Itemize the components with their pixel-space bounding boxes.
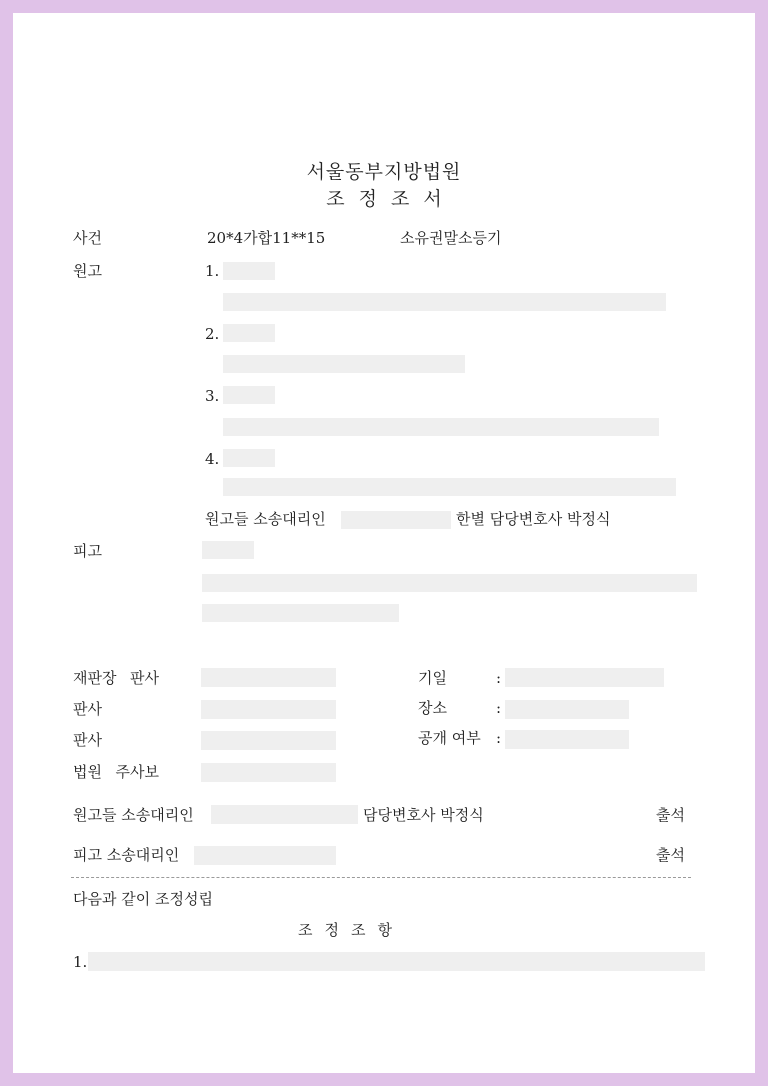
redacted-law-firm: [211, 805, 358, 824]
judge-label: [73, 733, 159, 748]
plaintiff-item-number: 3.: [205, 387, 220, 405]
redacted-law-firm: [341, 511, 451, 529]
redacted-plaintiff-address: [223, 418, 659, 436]
redacted-defendant-name: [202, 541, 254, 559]
settlement-line: 다음과 같이 조정성립: [73, 890, 213, 908]
colon: :: [496, 699, 502, 717]
defendant-label-text: 피고: [73, 542, 102, 560]
redacted-plaintiff-address: [223, 293, 666, 311]
session-place-label-text: 장소: [418, 699, 447, 717]
presiding-judge-text: 재판장 판사: [73, 669, 159, 687]
clerk-label-text: 법원 주사보: [73, 763, 159, 781]
defendant-label: [73, 544, 159, 559]
case-label-text: 사건: [73, 229, 102, 247]
redacted-session-place: [505, 700, 629, 719]
session-place-label: [418, 701, 492, 716]
plaintiff-item-number: 4.: [205, 450, 220, 468]
case-name: 소유권말소등기: [400, 229, 502, 247]
attendance-plaintiff-agent: 원고들 소송대리인: [73, 806, 194, 824]
redacted-plaintiff-name: [223, 324, 275, 342]
document-title: 조정조서: [326, 188, 456, 210]
redacted-official-name: [201, 763, 336, 782]
plaintiff-item-number: 1.: [205, 262, 220, 280]
judge-label: [73, 702, 159, 717]
redacted-plaintiff-address: [223, 478, 676, 496]
plaintiff-agent-prefix: 원고들 소송대리인: [205, 510, 326, 528]
plaintiff-label: [73, 264, 159, 279]
redacted-defendant-address: [202, 604, 399, 622]
case-number: 20*4가합11**15: [207, 229, 326, 247]
redacted-term-text: [88, 952, 705, 971]
document-page: [13, 13, 755, 1073]
presiding-judge-label: [73, 671, 159, 686]
court-name: 서울동부지방법원: [306, 161, 462, 183]
redacted-session-date: [505, 668, 664, 687]
session-public-label: 공개 여부: [418, 729, 481, 747]
clerk-label: [73, 765, 159, 780]
colon: :: [496, 729, 502, 747]
redacted-official-name: [201, 668, 336, 687]
judge-label-text: 판사: [73, 731, 102, 749]
redacted-official-name: [201, 731, 336, 750]
redacted-official-name: [201, 700, 336, 719]
redacted-plaintiff-name: [223, 262, 275, 280]
redacted-session-public: [505, 730, 629, 749]
redacted-defendant-address: [202, 574, 697, 592]
attendance-status: 출석: [656, 806, 685, 824]
redacted-plaintiff-name: [223, 449, 275, 467]
colon: :: [496, 669, 502, 687]
term-item-number: 1.: [73, 953, 88, 971]
plaintiff-item-number: 2.: [205, 325, 220, 343]
judge-label-text: 판사: [73, 700, 102, 718]
section-divider: [71, 877, 691, 878]
attendance-defendant-agent: 피고 소송대리인: [73, 846, 180, 864]
redacted-plaintiff-name: [223, 386, 275, 404]
redacted-plaintiff-address: [223, 355, 465, 373]
attendance-status: 출석: [656, 846, 685, 864]
redacted-defendant-agent: [194, 846, 336, 865]
attendance-plaintiff-lawyer: 담당변호사 박정식: [363, 806, 484, 824]
session-date-label-text: 기일: [418, 669, 447, 687]
session-date-label: [418, 671, 492, 686]
case-label: [73, 231, 159, 246]
plaintiff-agent-suffix: 한별 담당변호사 박정식: [456, 510, 611, 528]
terms-title: 조정조항: [298, 921, 404, 939]
plaintiff-label-text: 원고: [73, 262, 102, 280]
